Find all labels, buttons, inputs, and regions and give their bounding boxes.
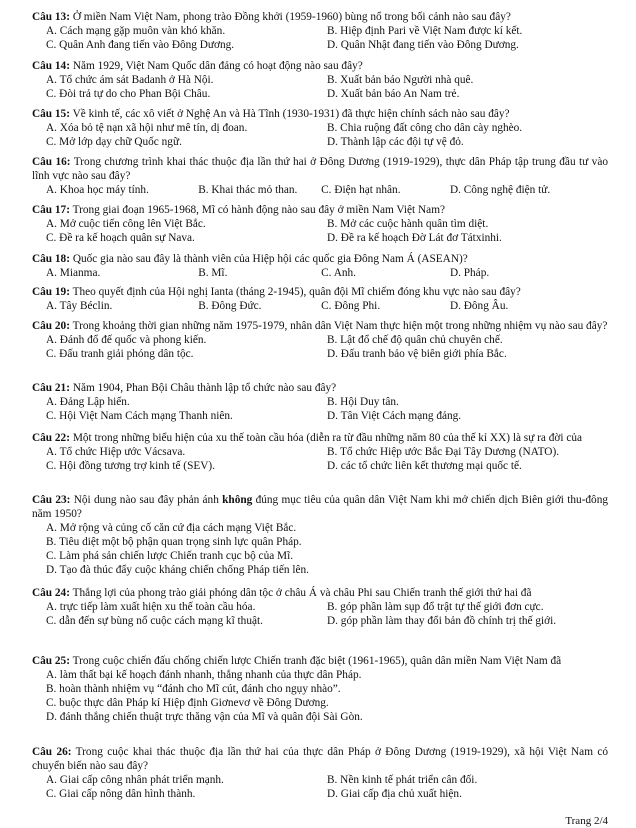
option-a: A. Cách mạng gặp muôn vàn khó khăn. — [46, 25, 226, 37]
option-b: B. Hiệp định Pari về Việt Nam được kí kết. — [327, 25, 523, 37]
question-stem: Câu 25: Trong cuộc chiến đấu chống chiến lược Chiến tranh đặc biệt (1961-1965), quân dân miền Nam Việt Nam đã — [32, 655, 562, 667]
option-c: C. Đấu tranh giải phóng dân tộc. — [46, 348, 194, 360]
question-stem: Câu 19: Theo quyết định của Hội nghị Ianta (tháng 2-1945), quân đội Mĩ chiếm đóng khu vực nào sau đây? — [32, 286, 521, 298]
question-stem: Câu 23: Nội dung nào sau đây phản ánh không đúng mục tiêu của quân dân Việt Nam khi mở chiến dịch Biên giới thu-đông năm 1950? — [32, 494, 609, 520]
option-a: A. Tổ chức Hiệp ước Vácsava. — [46, 446, 186, 458]
option-b: B. Hội Duy tân. — [327, 396, 399, 408]
option-c: C. Mở lớp dạy chữ Quốc ngữ. — [46, 136, 182, 148]
question-18 — [32, 252, 608, 280]
option-b: B. Khai thác mỏ than. — [198, 184, 298, 196]
option-d: D. Giai cấp địa chủ xuất hiện. — [327, 788, 462, 800]
option-c: C. Hội đồng tương trợ kinh tế (SEV). — [46, 460, 216, 472]
answer-options — [46, 217, 608, 245]
question-24 — [32, 586, 608, 628]
option-d: D. Tạo đà thúc đẩy cuộc kháng chiến chống Pháp tiến lên. — [46, 564, 309, 576]
option-d: D. Xuất bản báo An Nam trẻ. — [327, 88, 460, 100]
option-b: B. Đông Đức. — [198, 300, 262, 312]
question-20 — [32, 319, 608, 361]
option-a: A. Xóa bỏ tệ nạn xã hội như mê tín, dị đoan. — [46, 122, 248, 134]
option-b: B. hoàn thành nhiệm vụ “đánh cho Mĩ cút, đánh cho ngụy nhào”. — [46, 683, 341, 695]
answer-options — [46, 445, 608, 473]
option-d: D. Đề ra kế hoạch Đờ Lát đơ Tátxinhi. — [327, 232, 502, 244]
option-d: D. Thành lập các đội tự vệ đỏ. — [327, 136, 464, 148]
option-a: A. Giai cấp công nhân phát triển mạnh. — [46, 774, 224, 786]
answer-options — [46, 521, 608, 577]
option-a: A. trực tiếp làm xuất hiện xu thế toàn cầu hóa. — [46, 601, 256, 613]
answer-options — [46, 668, 608, 724]
question-13 — [32, 10, 608, 52]
question-stem: Câu 14: Năm 1929, Việt Nam Quốc dân đảng có hoạt động nào sau đây? — [32, 60, 363, 72]
answer-options — [46, 333, 608, 361]
option-d: D. Công nghệ điện tử. — [449, 184, 551, 196]
question-25 — [32, 654, 608, 724]
answer-options — [46, 266, 608, 280]
question-19 — [32, 285, 608, 313]
question-17 — [32, 203, 608, 245]
option-c: C. Giai cấp nông dân hình thành. — [46, 788, 196, 800]
option-a: A. Tây Béclin. — [46, 300, 113, 312]
option-a: A. Mở rộng và củng cố căn cứ địa cách mạng Việt Bắc. — [46, 522, 297, 534]
answer-options — [46, 600, 608, 628]
option-c: C. Đòi trả tự do cho Phan Bội Châu. — [46, 88, 211, 100]
question-stem: Câu 24: Thắng lợi của phong trào giải phóng dân tộc ở châu Á và châu Phi sau Chiến tranh thế giới thứ hai đã — [32, 587, 532, 599]
emphasis-not: không — [222, 494, 253, 506]
question-22 — [32, 431, 608, 473]
option-b: B. Xuất bản báo Người nhà quê. — [327, 74, 474, 86]
option-a: A. Khoa học máy tính. — [46, 184, 149, 196]
option-b: B. Mĩ. — [198, 267, 228, 279]
option-c: C. Điện hạt nhân. — [321, 184, 401, 196]
answer-options — [46, 395, 608, 423]
question-stem: Câu 13: Ở miền Nam Việt Nam, phong trào Đồng khởi (1959-1960) bùng nổ trong bối cảnh nào sau đây? — [32, 11, 511, 23]
question-stem: Câu 22: Một trong những biểu hiện của xu thế toàn cầu hóa (diễn ra từ đầu những năm 80 của thế kỉ XX) là sự ra đời của — [32, 432, 582, 444]
option-a: A. Đánh đổ đế quốc và phong kiến. — [46, 334, 207, 346]
option-b: B. Mở các cuộc hành quân tìm diệt. — [327, 218, 489, 230]
option-b: B. Tiêu diệt một bộ phận quan trọng sinh lực quân Pháp. — [46, 536, 302, 548]
answer-options — [46, 299, 608, 313]
answer-options — [46, 183, 608, 197]
option-c: C. buộc thực dân Pháp kí Hiệp định Giơnevơ về Đông Dương. — [46, 697, 329, 709]
option-d: D. Tân Việt Cách mạng đảng. — [327, 410, 462, 422]
answer-options — [46, 121, 608, 149]
question-23 — [32, 493, 608, 577]
question-stem: Câu 17: Trong giai đoạn 1965-1968, Mĩ có hành động nào sau đây ở miền Nam Việt Nam? — [32, 204, 445, 216]
question-26 — [32, 745, 608, 801]
option-d: D. Đấu tranh bảo vệ biên giới phía Bắc. — [327, 348, 507, 360]
option-b: B. Lật đổ chế độ quân chủ chuyên chế. — [327, 334, 503, 346]
option-c: C. Đề ra kế hoạch quân sự Nava. — [46, 232, 195, 244]
option-b: B. góp phần làm sụp đổ trật tự thế giới đơn cực. — [327, 601, 544, 613]
option-a: A. Đảng Lập hiến. — [46, 396, 130, 408]
question-21 — [32, 381, 608, 423]
option-d: D. góp phần làm thay đổi bản đồ chính trị thế giới. — [327, 615, 557, 627]
page-number: Trang 2/4 — [565, 815, 608, 827]
option-d: D. Quân Nhật đang tiến vào Đông Dương. — [327, 39, 519, 51]
option-a: A. Tổ chức ám sát Badanh ở Hà Nội. — [46, 74, 214, 86]
option-a: A. Mianma. — [46, 267, 101, 279]
question-stem: Câu 20: Trong khoảng thời gian những năm 1975-1979, nhân dân Việt Nam thực hiện một trong những nhiệm vụ nào sau đây? — [32, 320, 608, 332]
question-14 — [32, 59, 608, 101]
option-c: C. Đông Phi. — [321, 300, 381, 312]
option-c: C. Làm phá sản chiến lược Chiến tranh cục bộ của Mĩ. — [46, 550, 294, 562]
option-d: D. đánh thắng chiến thuật trực thăng vận của Mĩ và quân đội Sài Gòn. — [46, 711, 363, 723]
option-b: B. Nền kinh tế phát triển cân đối. — [327, 774, 478, 786]
answer-options — [46, 773, 608, 801]
question-stem: Câu 21: Năm 1904, Phan Bội Châu thành lập tổ chức nào sau đây? — [32, 382, 337, 394]
option-b: B. Chia ruộng đất công cho dân cày nghèo. — [327, 122, 523, 134]
answer-options — [46, 24, 608, 52]
question-15 — [32, 107, 608, 149]
option-d: D. Pháp. — [449, 267, 490, 279]
option-c: C. Hội Việt Nam Cách mạng Thanh niên. — [46, 410, 233, 422]
option-d: D. Đông Âu. — [449, 300, 509, 312]
question-stem: Câu 15: Về kinh tế, các xô viết ở Nghệ An và Hà Tĩnh (1930-1931) đã thực hiện chính sách nào sau đây? — [32, 108, 510, 120]
option-d: D. các tổ chức liên kết thương mại quốc tế. — [327, 460, 522, 472]
option-a: A. Mở cuộc tiến công lên Việt Bắc. — [46, 218, 206, 230]
option-a: A. làm thất bại kế hoạch đánh nhanh, thắng nhanh của thực dân Pháp. — [46, 669, 362, 681]
option-c: C. Anh. — [321, 267, 356, 279]
option-b: B. Tổ chức Hiệp ước Bắc Đại Tây Dương (NATO). — [327, 446, 560, 458]
question-stem: Câu 16: Trong chương trình khai thác thuộc địa lần thứ hai ở Đông Dương (1919-1929), thực dân Pháp tập trung đầu tư vào lĩnh vực nào sau đây? — [32, 156, 608, 182]
question-stem: Câu 18: Quốc gia nào sau đây là thành viên của Hiệp hội các quốc gia Đông Nam Á (ASEAN)? — [32, 253, 468, 265]
question-stem: Câu 26: Trong cuộc khai thác thuộc địa lần thứ hai của thực dân Pháp ở Đông Dương (1919-1929), xã hội Việt Nam có chuyển biến nào sau đây? — [32, 746, 608, 772]
option-c: C. Quân Anh đang tiến vào Đông Dương. — [46, 39, 235, 51]
answer-options — [46, 73, 608, 101]
option-c: C. dẫn đến sự bùng nổ cuộc cách mạng kĩ thuật. — [46, 615, 263, 627]
question-16 — [32, 155, 608, 197]
